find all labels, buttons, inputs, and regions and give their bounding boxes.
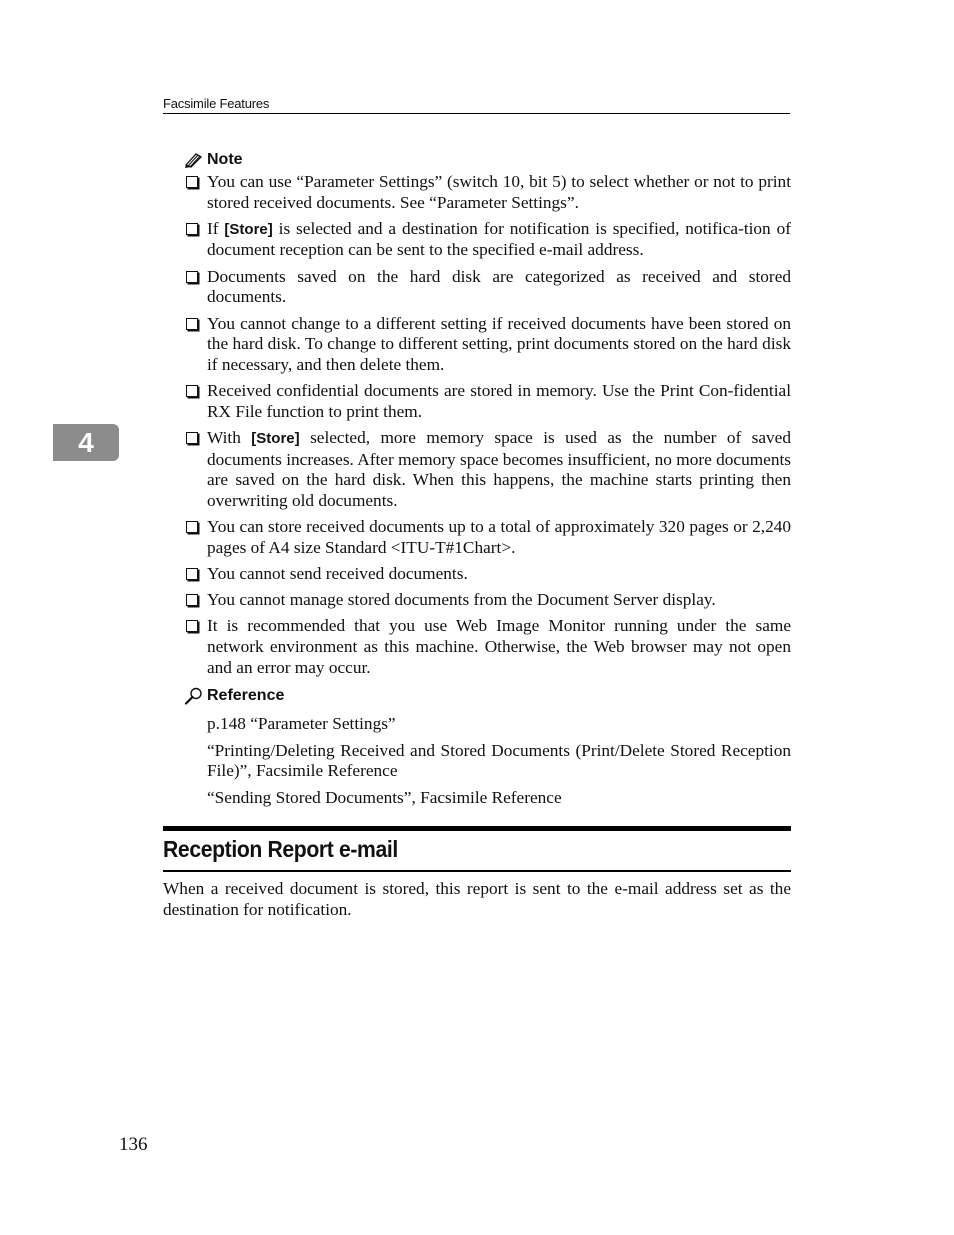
chapter-tab: 4 <box>53 424 119 461</box>
note-item-text: It is recommended that you use Web Image Monitor running under the same network environment as this machine. Otherwise, the Web browser may not open and an error may occur. <box>207 616 791 677</box>
note-item <box>184 564 791 585</box>
note-item-text: If <box>207 218 225 238</box>
section-rule-bottom <box>163 870 791 872</box>
note-block <box>184 148 791 684</box>
checkbox-bullet-icon <box>186 318 198 330</box>
note-item <box>184 314 791 376</box>
reference-block <box>184 684 791 808</box>
reference-line: p.148 “Parameter Settings” <box>207 714 396 733</box>
store-key-label: [Store] <box>251 429 300 447</box>
note-item <box>184 590 791 611</box>
pencil-note-icon <box>184 152 204 168</box>
checkbox-bullet-icon <box>186 385 198 397</box>
page-number: 136 <box>119 1134 148 1155</box>
note-item <box>184 381 791 422</box>
note-item-text: Received confidential documents are stored in memory. Use the Print Con-fidential RX File function to print them. <box>207 381 791 421</box>
checkbox-bullet-icon <box>186 432 198 444</box>
note-heading-label: Note <box>207 151 243 168</box>
note-item <box>184 172 791 213</box>
note-item <box>184 219 791 261</box>
note-item-text: With <box>207 427 252 447</box>
checkbox-bullet-icon <box>186 620 198 632</box>
note-item-text: You can store received documents up to a total of approximately 320 pages or 2,240 pages of A4 size Standard <ITU-T#1Chart>. <box>207 517 791 557</box>
section-rule-top <box>163 826 791 831</box>
note-item <box>184 517 791 558</box>
note-item-text: You can use “Parameter Settings” (switch 10, bit 5) to select whether or not to print stored received documents. See “Parameter Settings”. <box>207 172 791 212</box>
note-item-text: You cannot change to a different setting if received documents have been stored on the hard disk. To change to different setting, print documents stored on the hard disk if necessary, and then delete them. <box>207 313 791 374</box>
checkbox-bullet-icon <box>186 594 198 606</box>
reference-heading <box>184 684 791 708</box>
checkbox-bullet-icon <box>186 521 198 533</box>
note-heading <box>184 148 791 172</box>
checkbox-bullet-icon <box>186 223 198 235</box>
checkbox-bullet-icon <box>186 271 198 283</box>
running-header: Facsimile Features <box>163 96 790 114</box>
reference-line: “Printing/Deleting Received and Stored Documents (Print/Delete Stored Reception File)”, Facsimile Reference <box>207 740 791 781</box>
note-item-text: You cannot send received documents. <box>207 563 468 583</box>
reference-line: “Sending Stored Documents”, Facsimile Reference <box>207 787 562 807</box>
section-title: Reception Report e-mail <box>163 836 398 862</box>
note-item-text: selected, more memory space is used as the number of saved documents increases. After memory space becomes insufficient, no more documents are saved on the hard disk. When this happens, the machine starts printing then overwriting old documents. <box>207 427 791 510</box>
note-item-text: is selected and a destination for notification is specified, notifica-tion of document reception can be sent to the specified e-mail address. <box>207 218 791 260</box>
note-item-text: Documents saved on the hard disk are categorized as received and stored documents. <box>207 266 791 307</box>
note-item <box>184 267 791 308</box>
note-item <box>184 616 791 678</box>
store-key-label: [Store] <box>224 220 273 238</box>
reference-heading-label: Reference <box>207 687 285 704</box>
magnifier-reference-icon <box>184 687 204 705</box>
checkbox-bullet-icon <box>186 176 198 188</box>
section-body: When a received document is stored, this report is sent to the e-mail address set as the destination for notification. <box>163 879 791 919</box>
checkbox-bullet-icon <box>186 568 198 580</box>
note-item-text: You cannot manage stored documents from the Document Server display. <box>207 590 716 610</box>
note-item <box>184 428 791 511</box>
note-list <box>184 172 791 678</box>
